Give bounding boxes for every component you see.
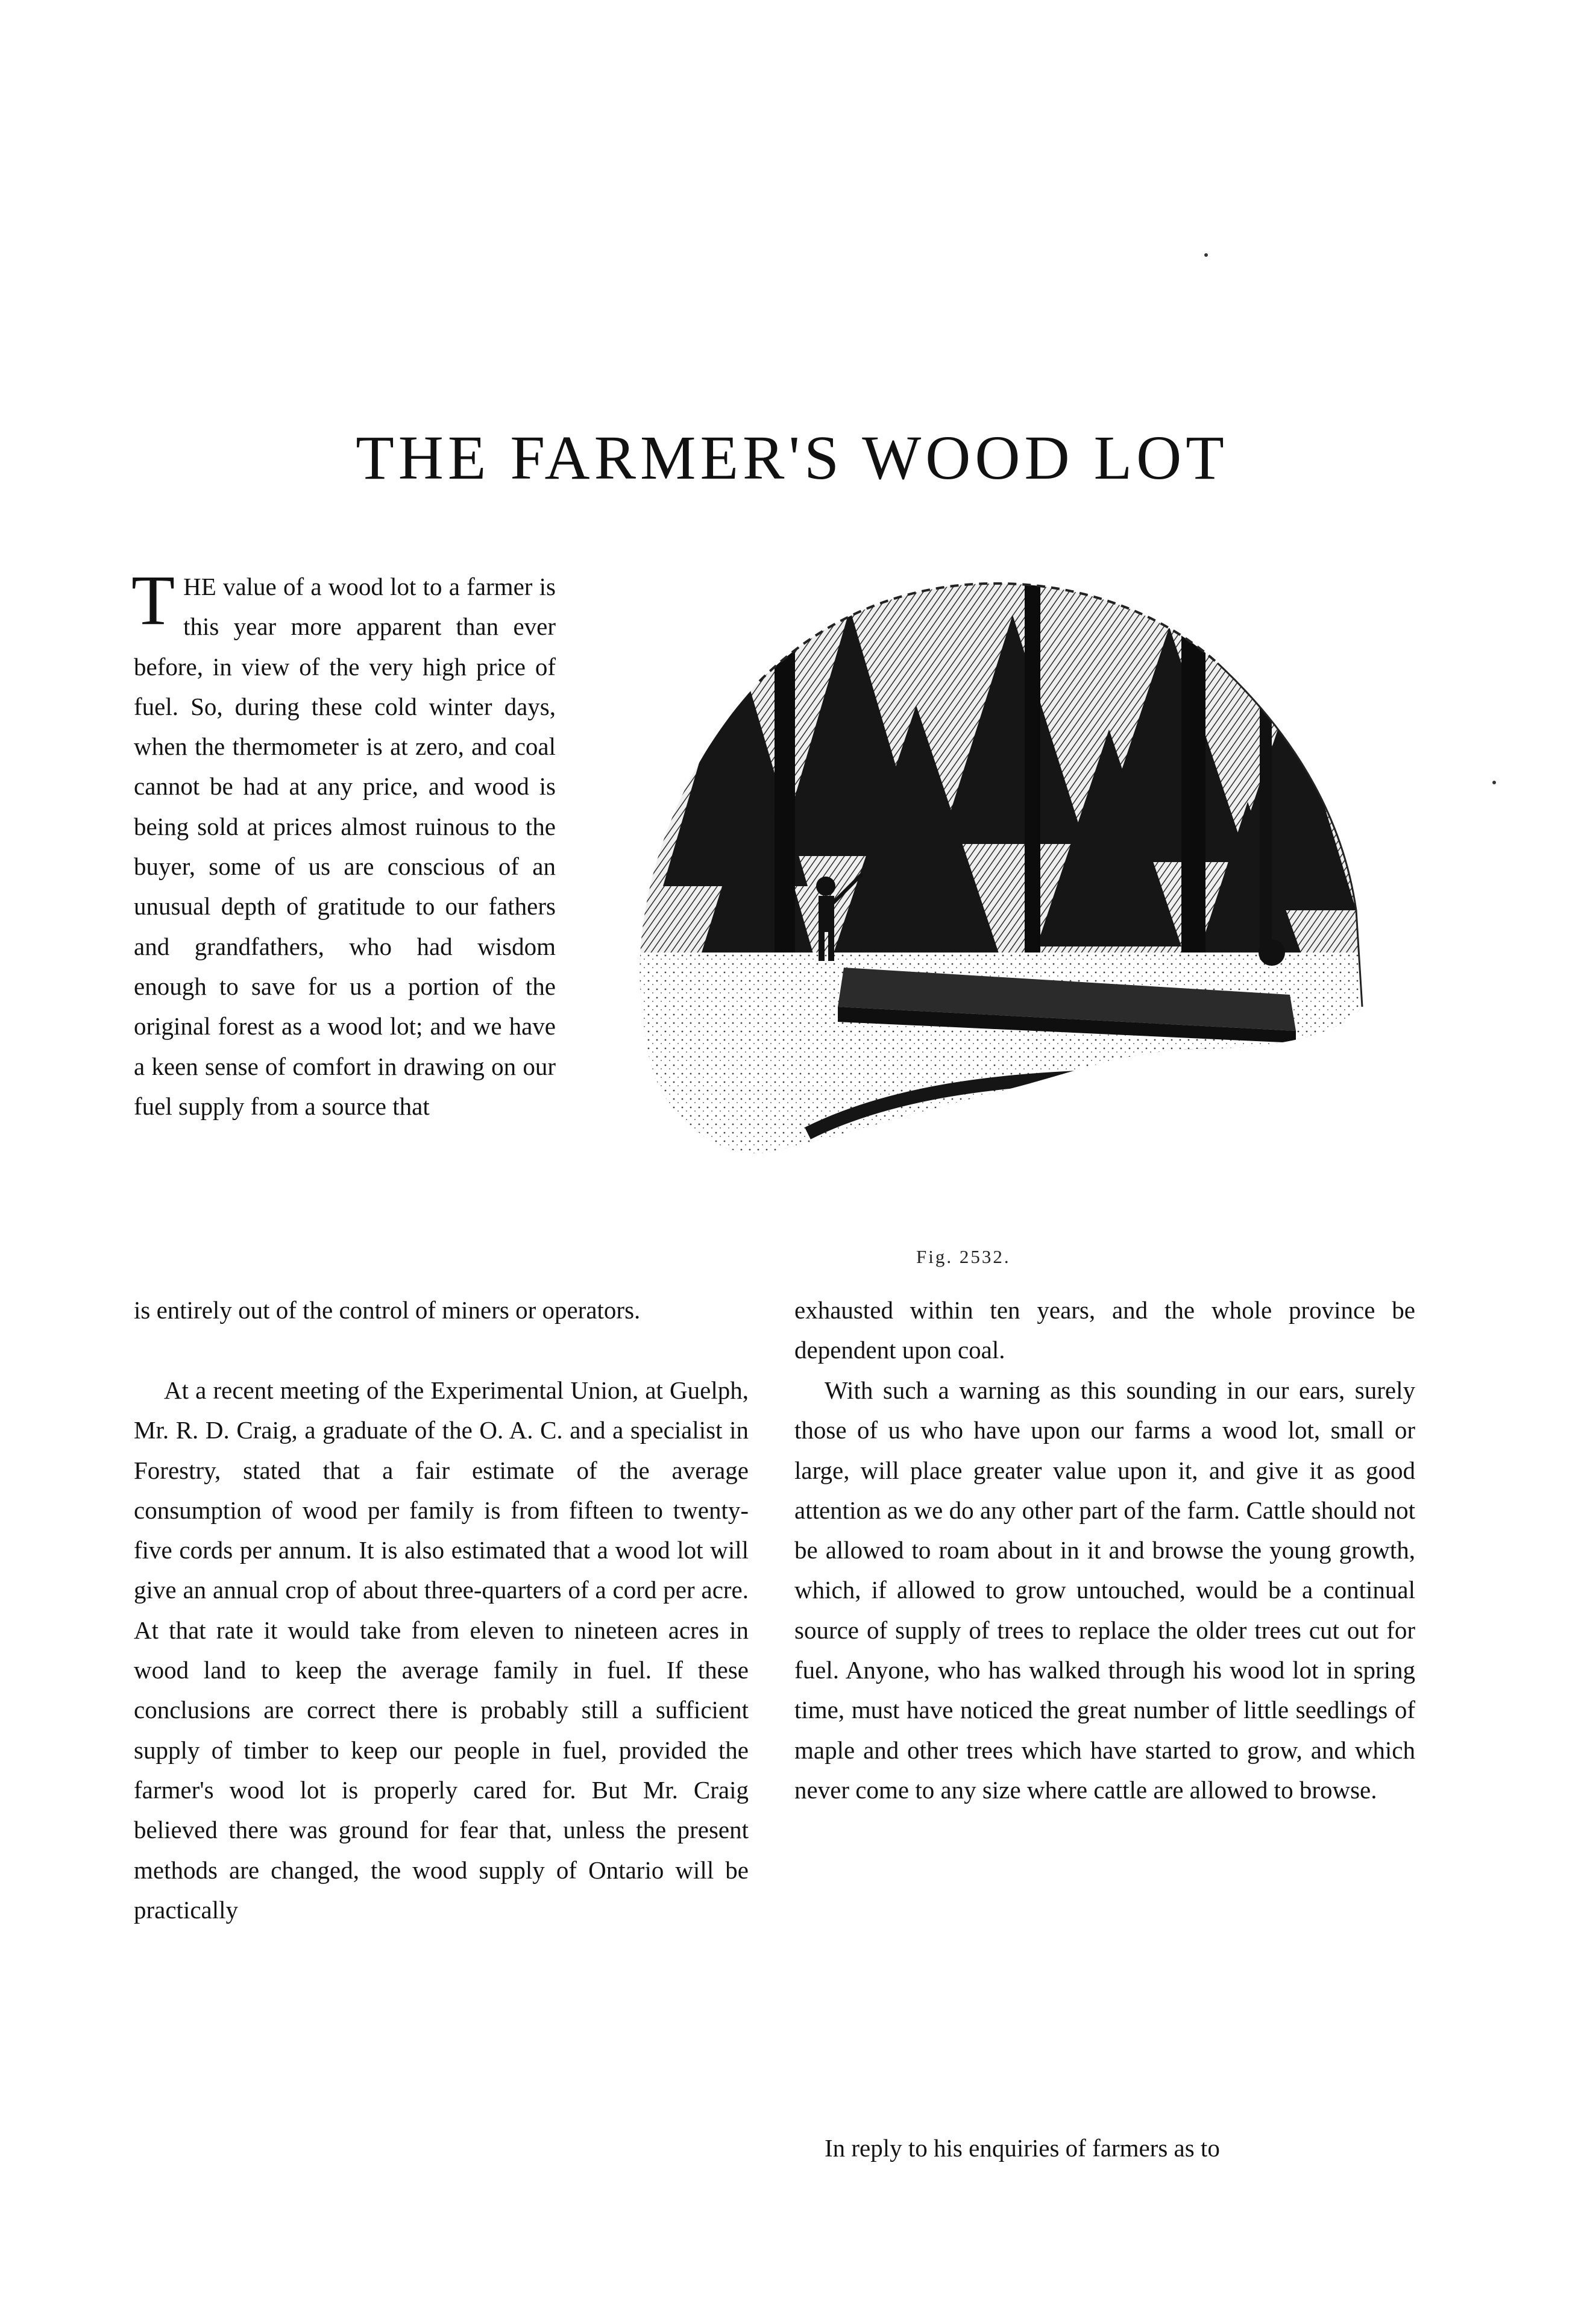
paragraph-continued: exhausted within ten years, and the whole province be dependent upon coal. — [794, 1296, 1415, 1364]
speck — [1204, 253, 1208, 257]
wood-lot-illustration — [579, 573, 1422, 1206]
opening-paragraph — [131, 561, 556, 1126]
opening-paragraph-text: HE value of a wood lot to a farmer is this year more apparent than ever before, in view of the very high price of fuel. So, during these cold winter days, when the thermometer is at zero, and coal cannot be had at any price, and wood is being sold at prices almost ruinous to the buyer, some of us are conscious of an unusual depth of gratitude to our fathers and grandfathers, who had wisdom enough to save for us a portion of the original forest as a wood lot; and we have a keen sense of comfort in drawing on our fuel supply from a source that — [134, 573, 556, 1120]
opening-paragraph-continued: is entirely out of the control of miners or operators. — [134, 1296, 641, 1324]
paragraph: In reply to his enquiries of farmers as to — [825, 2134, 1220, 2162]
article-title: THE FARMER'S WOOD LOT — [356, 423, 1228, 493]
paragraph: At a recent meeting of the Experimental Union, at Guelph, Mr. R. D. Craig, a graduate of the O. A. C. and a specialist in Forestry, stated that a fair estimate of the average consumption of wood per family is from fifteen to twenty-five cords per annum. It is also estimated that a wood lot will give an annual crop of about three-quarters of a cord per acre. At that rate it would take from eleven to nineteen acres in wood land to keep the average family in fuel. If these conclusions are correct there is probably still a sufficient supply of timber to keep our people in fuel, provided the farmer's wood lot is properly cared for. But Mr. Craig believed there was ground for fear that, unless the present methods are changed, the wood supply of Ontario will be practically — [134, 1376, 749, 1924]
figure-caption: Fig. 2532. — [916, 1246, 1011, 1267]
speck — [1492, 781, 1496, 784]
drop-cap: T — [131, 561, 175, 640]
paragraph: With such a warning as this sounding in our ears, surely those of us who have upon our farms a wood lot, small or large, will place greater value upon it, and give it as good attention as we do any other part of the farm. Cattle should not be allowed to roam about in it and browse the young growth, which, if allowed to grow untouched, would be a continual source of supply of trees to replace the older trees cut out for fuel. Anyone, who has walked through his wood lot in spring time, must have noticed the great number of little seedlings of maple and other trees which have started to grow, and which never come to any size where cattle are allowed to browse. — [794, 1376, 1415, 1804]
